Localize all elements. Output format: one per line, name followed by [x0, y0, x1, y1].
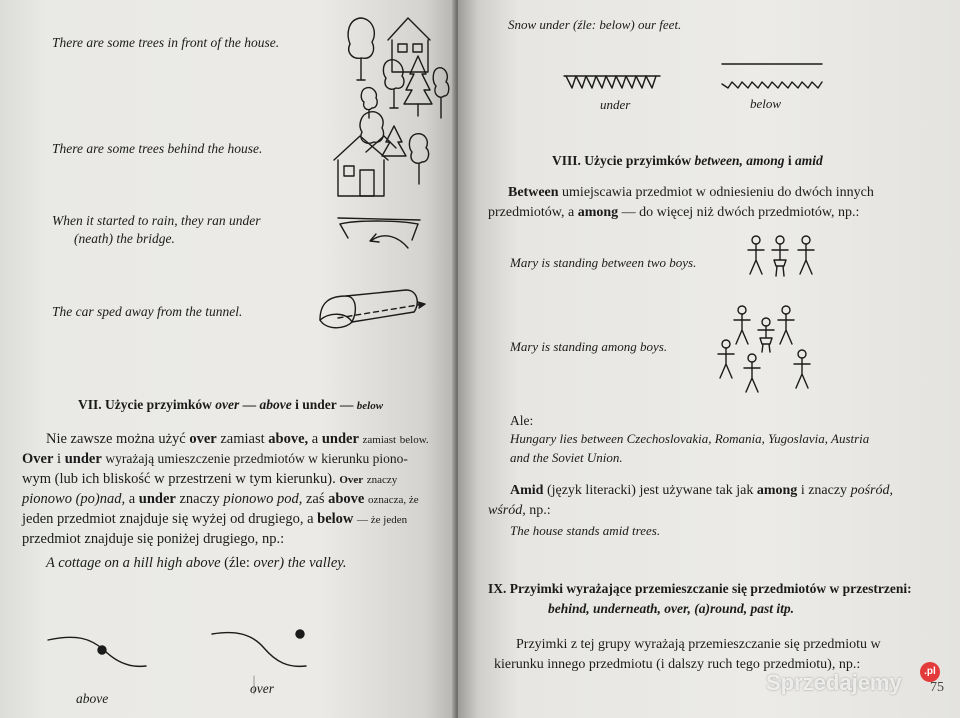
- text: wśród,: [488, 503, 526, 518]
- text: a: [128, 491, 136, 507]
- term-amid: Amid: [510, 483, 544, 498]
- label-over: over: [250, 681, 274, 696]
- tunnel-illustration: [316, 282, 432, 340]
- right-page: [458, 0, 960, 718]
- para-line-2: [22, 452, 408, 467]
- text: above: [185, 555, 221, 571]
- house-trees-front-illustration: [340, 12, 450, 122]
- watermark-logo: Sprzedajemy: [766, 670, 902, 695]
- text: a: [311, 431, 319, 447]
- text: znaczy: [179, 491, 220, 507]
- heading-number: VII.: [78, 397, 102, 412]
- sentence-car-tunnel: The car sped away from the tunnel.: [52, 304, 243, 319]
- text: np.:: [529, 503, 551, 518]
- bridge-arrow-illustration: [336, 208, 422, 254]
- term-under: under: [321, 431, 359, 447]
- above-curve-illustration: [46, 628, 156, 676]
- example-among: Mary is standing among boys.: [510, 339, 668, 354]
- term-over: Over: [339, 474, 364, 486]
- example-cottage: [46, 556, 347, 571]
- watermark-badge: .pl: [920, 662, 940, 682]
- text: — do więcej niż dwóch przedmiotów, np.:: [621, 205, 860, 220]
- p9-line-1: Przyimki z tej grupy wyrażają przemieszczanie się przedmiotu w: [516, 637, 881, 652]
- text: umiejscawia przedmiot w odniesieniu do dwóch innych: [562, 185, 874, 200]
- heading-text: Użycie przyimków: [584, 153, 692, 168]
- heading-conj: i: [787, 153, 792, 168]
- term-above: above: [328, 491, 365, 507]
- text: przedmiotów, a: [488, 205, 575, 220]
- para-line-4: [22, 492, 419, 507]
- sentence-trees-front: There are some trees in front of the house.: [52, 35, 280, 50]
- p8-line-2: [488, 206, 859, 220]
- text: (język literacki) jest używane tak jak: [546, 483, 754, 498]
- text: i: [57, 451, 62, 467]
- text: znaczy: [366, 474, 398, 486]
- para-line-1: [46, 432, 429, 447]
- stick-figures-among: [714, 300, 820, 400]
- heading-dash: —: [339, 397, 354, 412]
- text: wyrażają umieszczenie przedmiotów w kierunku piono-: [105, 451, 408, 466]
- section-viii-heading: [552, 154, 823, 168]
- term-under: under: [64, 451, 102, 467]
- heading-dash: —: [242, 397, 257, 412]
- example-between: Mary is standing between two boys.: [510, 255, 697, 270]
- text: Nie zawsze można użyć: [46, 431, 186, 447]
- heading-word-above: above: [259, 397, 292, 412]
- term-over: Over: [22, 451, 54, 467]
- para-line-5: [22, 512, 407, 527]
- page-number: 75: [930, 680, 944, 695]
- p9-line-2: kierunku innego przedmiotu (i dalszy ruch tego przedmiotu), np.:: [494, 657, 861, 672]
- term-over: over: [189, 431, 217, 447]
- term-under: under: [138, 491, 176, 507]
- term-among: among: [577, 205, 619, 220]
- sentence-ran-under-line2: (neath) the bridge.: [74, 231, 175, 246]
- text: i znaczy: [800, 483, 848, 498]
- section-vii-heading: [78, 398, 383, 412]
- house-trees-behind-illustration: [330, 108, 430, 200]
- heading-words: between, among: [694, 153, 785, 168]
- text: — że jeden: [357, 514, 408, 526]
- text: A cottage on a hill high: [46, 555, 183, 571]
- text: zamiast: [362, 434, 397, 446]
- heading-word-below: below: [356, 400, 384, 412]
- para-line-6: przedmiot znajduje się poniżej drugiego, np.:: [22, 531, 285, 547]
- example-hungary-line2: and the Soviet Union.: [510, 450, 623, 465]
- heading-word-over: over: [215, 397, 240, 412]
- heading-conj: i: [295, 397, 299, 412]
- term-below: below.: [399, 434, 429, 446]
- text: zaś: [305, 491, 325, 507]
- text: (źle:: [224, 555, 250, 571]
- text: pionowo pod,: [223, 491, 303, 507]
- example-hungary-line1: Hungary lies between Czechoslovakia, Romania, Yugoslavia, Austria: [510, 431, 870, 446]
- left-page: [0, 0, 456, 718]
- amid-line-2: [488, 504, 551, 518]
- example-house-amid: The house stands amid trees.: [510, 523, 661, 538]
- sentence-snow: Snow under (źle: below) our feet.: [508, 17, 682, 32]
- para-line-3: [22, 472, 397, 487]
- text: zamiast: [220, 431, 265, 447]
- term-among: among: [756, 483, 798, 498]
- label-below: below: [750, 96, 782, 111]
- text: pośród,: [850, 483, 893, 498]
- stick-figures-between: [746, 234, 822, 280]
- text: the valley.: [287, 555, 347, 571]
- p8-line-1: [508, 186, 874, 200]
- heading-number: VIII.: [552, 153, 581, 168]
- heading-text: Użycie przyimków: [105, 397, 212, 412]
- text: wym (lub ich bliskość w przestrzeni w tym kierunku).: [22, 471, 336, 487]
- label-above: above: [76, 691, 109, 706]
- term-above: above,: [268, 431, 309, 447]
- term-below: below: [317, 511, 354, 527]
- over-curve-illustration: [210, 624, 320, 674]
- section-ix-heading-line1: IX. Przyimki wyrażające przemieszczanie się przedmiotów w przestrzeni:: [488, 581, 912, 596]
- amid-line-1: [510, 484, 893, 498]
- sentence-trees-behind: There are some trees behind the house.: [52, 141, 263, 156]
- section-ix-heading-line2: behind, underneath, over, (a)round, past itp.: [548, 601, 795, 616]
- heading-word-amid: amid: [795, 153, 823, 168]
- text: pionowo (po)nad,: [22, 491, 126, 507]
- text-ale: Ale:: [510, 413, 534, 428]
- label-under: under: [600, 97, 631, 112]
- text: over): [253, 555, 285, 571]
- under-illustration: [562, 72, 662, 92]
- term-between: Between: [508, 185, 559, 200]
- text: oznacza, że: [367, 494, 419, 506]
- text: jeden przedmiot znajduje się wyżej od drugiego, a: [22, 511, 314, 527]
- heading-word-under: under: [302, 397, 337, 412]
- sentence-ran-under-line1: When it started to rain, they ran under: [52, 213, 261, 228]
- below-illustration: [720, 60, 824, 94]
